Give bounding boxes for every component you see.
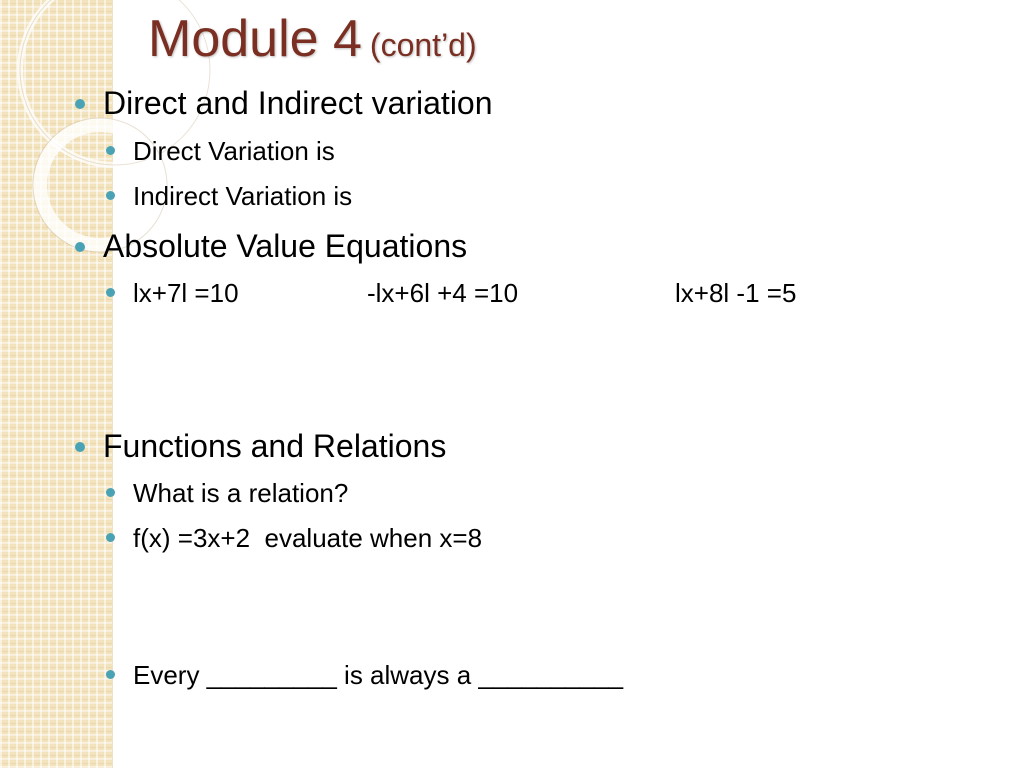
subitem-what-is-relation: What is a relation? <box>133 478 349 508</box>
bullet-icon <box>106 670 115 679</box>
bullet-icon <box>75 99 85 109</box>
title-main: Module 4 <box>148 10 362 68</box>
subitem-evaluate-function: f(x) =3x+2 evaluate when x=8 <box>133 523 483 553</box>
topic-absolute-value-equations: Absolute Value Equations <box>103 228 468 264</box>
title-suffix: (cont’d) <box>369 27 477 63</box>
equation-2: -lx+6l +4 =10 <box>367 278 519 308</box>
subitem-indirect-variation: Indirect Variation is <box>133 181 353 211</box>
bullet-icon <box>75 442 85 452</box>
equation-3: lx+8l -1 =5 <box>675 278 797 308</box>
equation-1: lx+7l =10 <box>133 278 239 308</box>
bullet-icon <box>106 533 115 542</box>
slide-title <box>148 8 477 76</box>
bullet-icon <box>106 146 115 155</box>
bullet-icon <box>106 191 115 200</box>
bullet-icon <box>106 488 115 497</box>
subitem-fill-in-blank: Every _________ is always a __________ <box>133 660 624 690</box>
bullet-icon <box>75 242 85 252</box>
subitem-direct-variation: Direct Variation is <box>133 136 335 166</box>
topic-direct-indirect-variation: Direct and Indirect variation <box>103 85 493 121</box>
bullet-icon <box>106 288 115 297</box>
topic-functions-relations: Functions and Relations <box>103 428 447 464</box>
